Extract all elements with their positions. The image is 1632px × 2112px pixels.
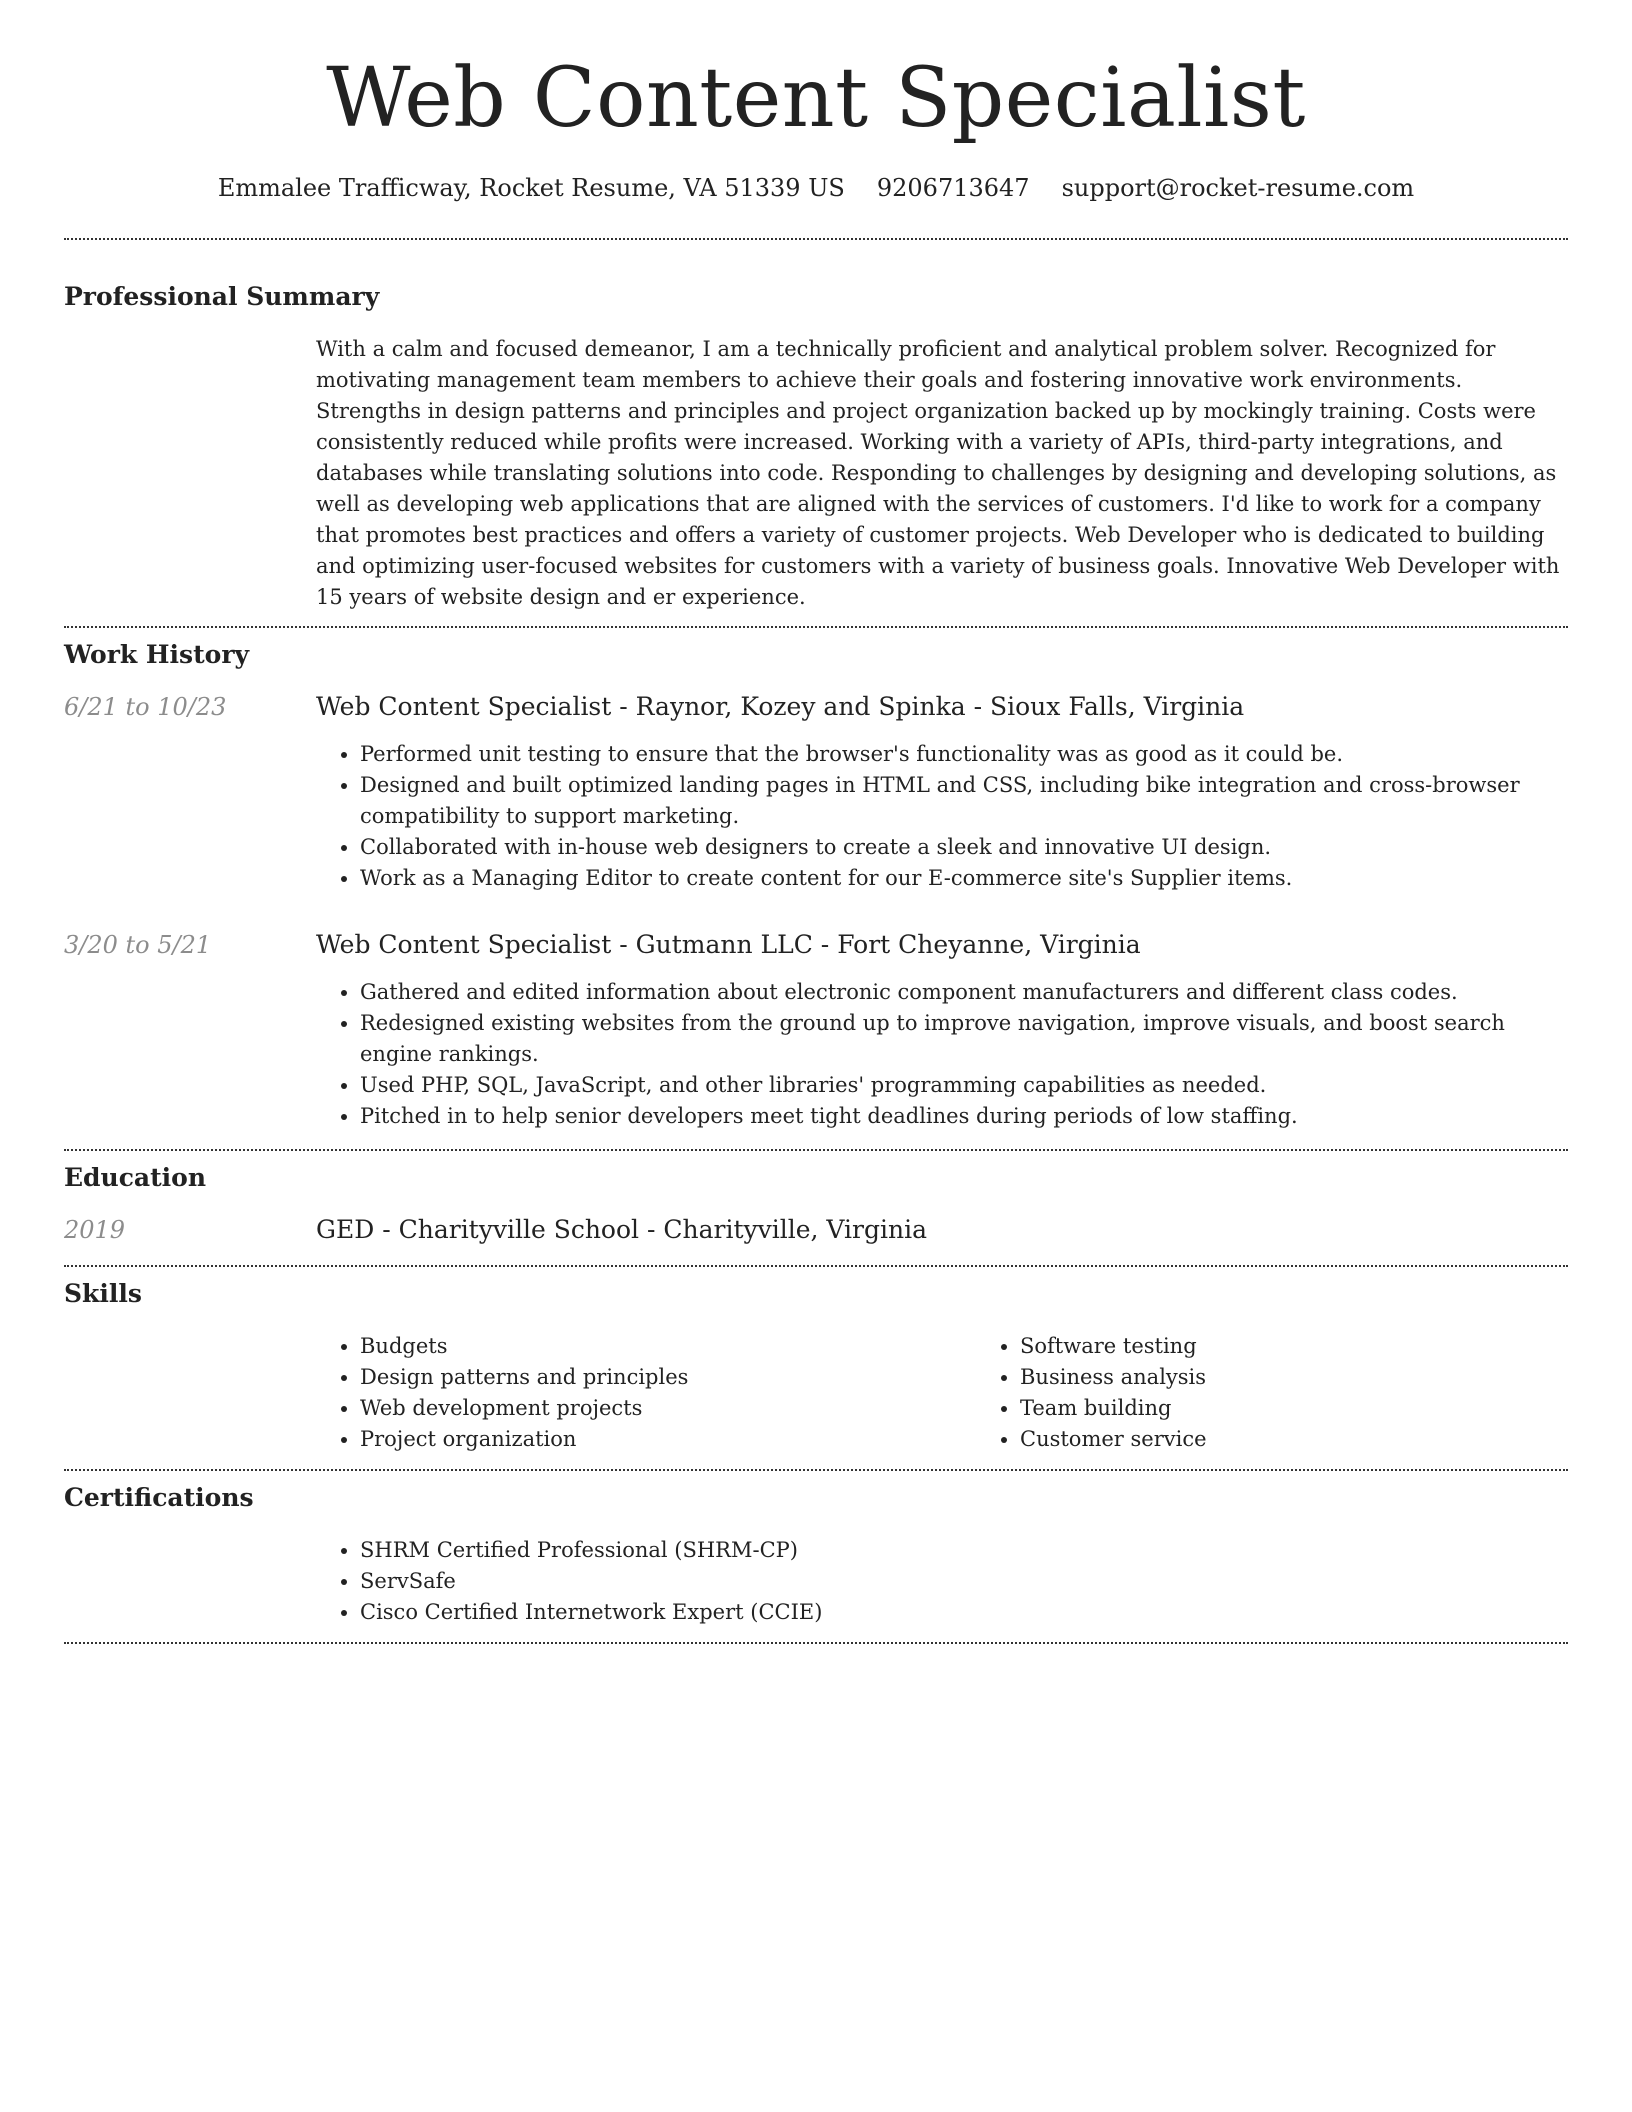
skills-list-right xyxy=(976,1331,1632,1455)
divider xyxy=(64,238,1568,240)
summary-section xyxy=(64,282,1568,613)
summary-text: With a calm and focused demeanor, I am a technically proficient and analytical problem solver. Recognized for motivating management team members to achieve their goals and fostering innovative work environments. Strengths in design patterns and principles and project organization backed up by mockingly training. Costs were consistently reduced while profits were increased. Working with a variety of APIs, third-party integrations, and databases while translating solutions into code. Responding to challenges by designing and developing solutions, as well as developing web applications that are aligned with the services of customers. I'd like to work for a company that promotes best practices and offers a variety of customer projects. Web Developer who is dedicated to building and optimizing user-focused websites for customers with a variety of business goals. Innovative Web Developer with 15 years of website design and er experience. xyxy=(316,337,1560,609)
contact-line xyxy=(64,174,1568,202)
skills-section xyxy=(64,1279,1568,1455)
list-item: • Collaborated with in-house web designers to create a sleek and innovative UI design. xyxy=(360,832,1568,863)
contact-phone: 9206713647 xyxy=(876,174,1030,202)
list-item: • ServSafe xyxy=(360,1566,1568,1597)
divider xyxy=(64,1642,1568,1644)
job-position: Web Content Specialist - Gutmann LLC - Fort Cheyanne, Virginia xyxy=(316,930,1141,959)
list-item: • Work as a Managing Editor to create content for our E-commerce site's Supplier items. xyxy=(360,863,1568,894)
list-item: • Designed and built optimized landing pages in HTML and CSS, including bike integration and cross-browser compatibility to support marketing. xyxy=(360,770,1568,832)
list-item: • Design patterns and principles xyxy=(360,1362,976,1393)
education-degree: GED - Charityville School - Charityville, Virginia xyxy=(316,1215,927,1244)
resume-title: Web Content Specialist xyxy=(326,51,1306,146)
list-item: • Budgets xyxy=(360,1331,976,1362)
education-entry xyxy=(64,1213,1568,1247)
certifications-section xyxy=(64,1483,1568,1628)
skills-list-left xyxy=(316,1331,976,1455)
education-heading: Education xyxy=(64,1163,207,1192)
list-item: • Software testing xyxy=(1020,1331,1632,1362)
skills-heading: Skills xyxy=(64,1279,142,1308)
divider xyxy=(64,626,1568,628)
list-item: • Pitched in to help senior developers meet tight deadlines during periods of low staffing. xyxy=(360,1101,1568,1132)
list-item: • Gathered and edited information about electronic component manufacturers and different class codes. xyxy=(360,977,1568,1008)
work-history-heading: Work History xyxy=(64,640,250,669)
job-bullets xyxy=(316,739,1568,894)
divider xyxy=(64,1265,1568,1267)
list-item: • Cisco Certified Internetwork Expert (CCIE) xyxy=(360,1597,1568,1628)
certifications-heading: Certifications xyxy=(64,1483,254,1512)
certifications-list xyxy=(316,1535,1568,1628)
list-item: • Team building xyxy=(1020,1393,1632,1424)
contact-email: support@rocket-resume.com xyxy=(1061,174,1415,202)
list-item: • Project organization xyxy=(360,1424,976,1455)
job-dates: 6/21 to 10/23 xyxy=(64,693,227,721)
education-year: 2019 xyxy=(64,1216,126,1244)
list-item: • SHRM Certified Professional (SHRM-CP) xyxy=(360,1535,1568,1566)
job-position: Web Content Specialist - Raynor, Kozey and Spinka - Sioux Falls, Virginia xyxy=(316,692,1245,721)
list-item: • Redesigned existing websites from the ground up to improve navigation, improve visuals, and boost search engine rankings. xyxy=(360,1008,1568,1070)
job-entry xyxy=(64,690,1568,894)
list-item: • Used PHP, SQL, JavaScript, and other libraries' programming capabilities as needed. xyxy=(360,1070,1568,1101)
list-item: • Customer service xyxy=(1020,1424,1632,1455)
job-entry xyxy=(64,928,1568,1132)
list-item: • Web development projects xyxy=(360,1393,976,1424)
divider xyxy=(64,1149,1568,1151)
list-item: • Performed unit testing to ensure that the browser's functionality was as good as it could be. xyxy=(360,739,1568,770)
contact-address: Emmalee Trafficway, Rocket Resume, VA 51339 US xyxy=(217,174,845,202)
education-section xyxy=(64,1163,1568,1247)
work-history-section xyxy=(64,640,1568,1132)
job-dates: 3/20 to 5/21 xyxy=(64,931,212,959)
summary-heading: Professional Summary xyxy=(64,282,380,311)
divider xyxy=(64,1469,1568,1471)
list-item: • Business analysis xyxy=(1020,1362,1632,1393)
job-bullets xyxy=(316,977,1568,1132)
